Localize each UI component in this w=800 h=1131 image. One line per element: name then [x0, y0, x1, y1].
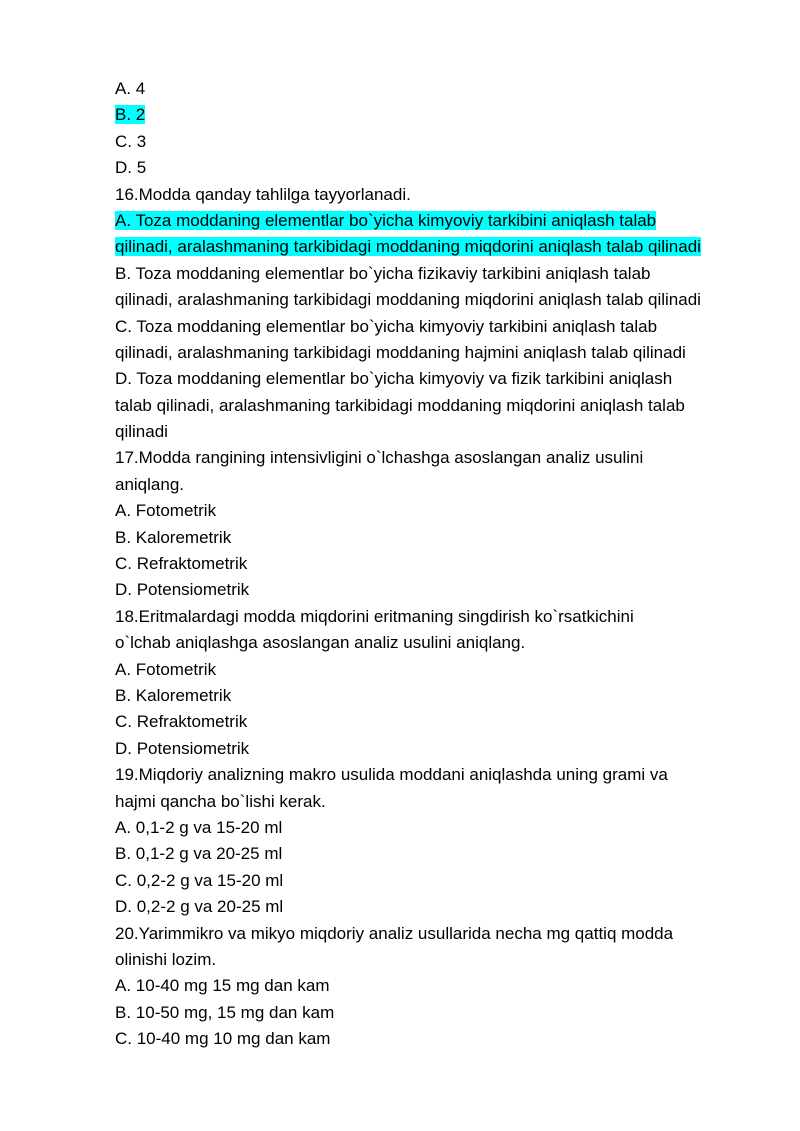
text-line-content: aniqlang.	[115, 474, 185, 494]
text-line	[115, 921, 725, 947]
text-line	[115, 76, 725, 102]
text-line	[115, 498, 725, 524]
text-line-content: qilinadi, aralashmaning tarkibidagi moddaning miqdorini aniqlash talab qilinadi	[115, 290, 701, 310]
text-line-content: A. Fotometrik	[115, 659, 217, 679]
text-line	[115, 182, 725, 208]
text-line	[115, 841, 725, 867]
text-line	[115, 736, 725, 762]
text-line	[115, 894, 725, 920]
text-line	[115, 604, 725, 630]
text-line-content: A. Fotometrik	[115, 501, 217, 521]
text-line	[115, 445, 725, 471]
text-line-content: hajmi qancha bo`lishi kerak.	[115, 791, 326, 811]
text-line-content: B. Kaloremetrik	[115, 685, 232, 705]
text-line	[115, 762, 725, 788]
text-line-content: C. Refraktometrik	[115, 712, 248, 732]
text-line	[115, 472, 725, 498]
text-line-content: C. Refraktometrik	[115, 554, 248, 574]
text-line	[115, 683, 725, 709]
text-line-content: D. Potensiometrik	[115, 738, 250, 758]
text-line-content: o`lchab aniqlashga asoslangan analiz usulini aniqlang.	[115, 633, 526, 653]
text-line-content: 18.Eritmalardagi modda miqdorini eritmaning singdirish ko`rsatkichini	[115, 606, 634, 626]
text-line	[115, 1000, 725, 1026]
text-line-content: 20.Yarimmikro va mikyo miqdoriy analiz usullarida necha mg qattiq modda	[115, 923, 674, 943]
text-line	[115, 287, 725, 313]
text-line-content: C. Toza moddaning elementlar bo`yicha kimyoviy tarkibini aniqlash talab	[115, 316, 658, 336]
text-line	[115, 366, 725, 392]
text-line-content: B. Toza moddaning elementlar bo`yicha fizikaviy tarkibini aniqlash talab	[115, 263, 651, 283]
text-line-content: B. 2	[115, 105, 146, 125]
text-line	[115, 393, 725, 419]
text-line	[115, 419, 725, 445]
text-line-content: C. 0,2-2 g va 15-20 ml	[115, 870, 284, 890]
text-line	[115, 657, 725, 683]
text-line	[115, 973, 725, 999]
text-line-content: D. 0,2-2 g va 20-25 ml	[115, 897, 284, 917]
text-line-content: olinishi lozim.	[115, 949, 217, 969]
text-line	[115, 789, 725, 815]
text-line-content: C. 10-40 mg 10 mg dan kam	[115, 1029, 331, 1049]
highlighted-text-line	[115, 234, 725, 260]
highlighted-text-line	[115, 208, 725, 234]
text-line	[115, 868, 725, 894]
text-line-content: 17.Modda rangining intensivligini o`lchashga asoslangan analiz usulini	[115, 448, 644, 468]
text-line-content: C. 3	[115, 131, 147, 151]
text-line	[115, 630, 725, 656]
text-line-content: qilinadi, aralashmaning tarkibidagi moddaning miqdorini aniqlash talab qilinadi	[115, 237, 701, 257]
highlighted-text-line	[115, 102, 725, 128]
document-body	[115, 76, 725, 1052]
text-line-content: A. 10-40 mg 15 mg dan kam	[115, 976, 330, 996]
text-line	[115, 129, 725, 155]
text-line	[115, 1026, 725, 1052]
text-line	[115, 525, 725, 551]
text-line-content: A. 0,1-2 g va 15-20 ml	[115, 817, 283, 837]
text-line-content: B. Kaloremetrik	[115, 527, 232, 547]
text-line	[115, 340, 725, 366]
text-line-content: qilinadi, aralashmaning tarkibidagi moddaning hajmini aniqlash talab qilinadi	[115, 342, 686, 362]
text-line	[115, 551, 725, 577]
text-line	[115, 577, 725, 603]
text-line-content: A. Toza moddaning elementlar bo`yicha kimyoviy tarkibini aniqlash talab	[115, 210, 657, 230]
text-line-content: A. 4	[115, 79, 146, 98]
text-line	[115, 314, 725, 340]
text-line-content: 19.Miqdoriy analizning makro usulida moddani aniqlashda uning grami va	[115, 765, 668, 785]
text-line-content: D. Toza moddaning elementlar bo`yicha kimyoviy va fizik tarkibini aniqlash	[115, 369, 673, 389]
text-line-content: D. 5	[115, 158, 147, 178]
text-line	[115, 947, 725, 973]
text-line-content: qilinadi	[115, 422, 168, 442]
text-line	[115, 155, 725, 181]
text-line-content: B. 10-50 mg, 15 mg dan kam	[115, 1002, 335, 1022]
text-line-content: D. Potensiometrik	[115, 580, 250, 600]
text-line-content: B. 0,1-2 g va 20-25 ml	[115, 844, 283, 864]
text-line-content: talab qilinadi, aralashmaning tarkibidagi moddaning miqdorini aniqlash talab	[115, 395, 685, 415]
text-line	[115, 261, 725, 287]
text-line-content: 16.Modda qanday tahlilga tayyorlanadi.	[115, 184, 411, 204]
text-line	[115, 815, 725, 841]
text-line	[115, 709, 725, 735]
